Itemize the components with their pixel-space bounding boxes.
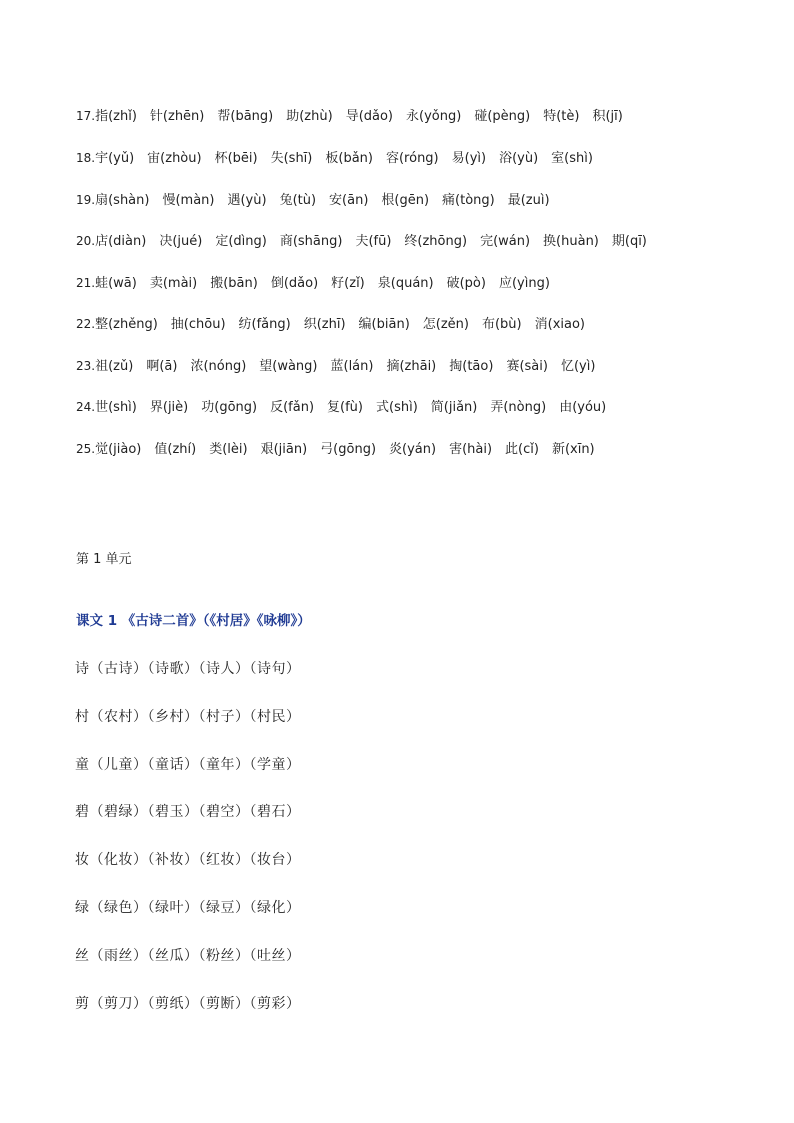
char-entry: 失(shī) xyxy=(270,151,313,166)
char-entry: 兔(tù) xyxy=(279,193,317,208)
char-entry: 导(dǎo) xyxy=(345,109,394,124)
char-entry: 籽(zǐ) xyxy=(331,276,365,291)
char-entry: 此(cǐ) xyxy=(505,442,539,457)
char-entry: 消(xiao) xyxy=(534,317,585,332)
char-entry: 永(yǒng) xyxy=(406,109,462,124)
char-entry: 室(shì) xyxy=(551,151,593,166)
char-entry: 易(yì) xyxy=(451,151,487,166)
word-group-line: 村（农村）（乡村）（村子）（村民） xyxy=(75,709,301,725)
char-entry: 浴(yù) xyxy=(499,151,539,166)
line-number: 22. xyxy=(76,317,96,331)
char-entry: 啊(ā) xyxy=(146,359,178,374)
char-entry: 忆(yì) xyxy=(560,359,596,374)
char-entry: 艰(jiān) xyxy=(260,442,308,457)
char-entry: 蛙(wā) xyxy=(95,276,137,291)
char-entry: 针(zhēn) xyxy=(149,109,205,124)
char-entry: 新(xīn) xyxy=(551,442,595,457)
char-entry: 特(tè) xyxy=(543,109,580,124)
word-group-line: 诗（古诗）（诗歌）（诗人）（诗句） xyxy=(75,661,301,677)
line-number: 23. xyxy=(76,359,96,373)
char-entry: 最(zuì) xyxy=(507,193,550,208)
pinyin-line-24 xyxy=(76,398,619,417)
char-entry: 指(zhǐ) xyxy=(95,109,137,124)
char-entry: 简(jiǎn) xyxy=(430,400,478,415)
line-number: 19. xyxy=(76,193,96,207)
char-entry: 觉(jiào) xyxy=(95,442,142,457)
char-entry: 决(jué) xyxy=(159,234,203,249)
char-entry: 帮(bāng) xyxy=(217,109,274,124)
char-entry: 宙(zhòu) xyxy=(147,151,202,166)
char-entry: 值(zhí) xyxy=(154,442,197,457)
line-number: 21. xyxy=(76,276,96,290)
char-entry: 纺(fǎng) xyxy=(238,317,291,332)
line-number: 18. xyxy=(76,151,96,165)
char-entry: 整(zhěng) xyxy=(95,317,158,332)
char-entry: 织(zhī) xyxy=(303,317,346,332)
char-entry: 助(zhù) xyxy=(286,109,333,124)
char-entry: 期(qī) xyxy=(611,234,647,249)
pinyin-line-25 xyxy=(76,440,608,459)
char-entry: 终(zhōng) xyxy=(404,234,468,249)
char-entry: 炎(yán) xyxy=(389,442,437,457)
char-entry: 望(wàng) xyxy=(259,359,318,374)
line-number: 20. xyxy=(76,234,96,248)
word-group-line: 碧（碧绿）（碧玉）（碧空）（碧石） xyxy=(75,804,301,820)
char-entry: 蓝(lán) xyxy=(330,359,374,374)
char-entry: 夫(fū) xyxy=(355,234,392,249)
char-entry: 怎(zěn) xyxy=(422,317,469,332)
char-entry: 板(bǎn) xyxy=(325,151,373,166)
char-entry: 搬(bān) xyxy=(210,276,258,291)
char-entry: 遇(yù) xyxy=(227,193,267,208)
lesson-title: 课文 1 《古诗二首》（《村居》《咏柳》） xyxy=(76,613,311,629)
char-entry: 祖(zǔ) xyxy=(95,359,134,374)
char-entry: 慢(màn) xyxy=(162,193,215,208)
word-group-line: 丝（雨丝）（丝瓜）（粉丝）（吐丝） xyxy=(75,948,301,964)
char-entry: 世(shì) xyxy=(95,400,137,415)
char-entry: 宇(yǔ) xyxy=(95,151,135,166)
char-entry: 安(ān) xyxy=(329,193,369,208)
char-entry: 痛(tòng) xyxy=(442,193,495,208)
char-entry: 应(yìng) xyxy=(498,276,550,291)
pinyin-line-17 xyxy=(76,107,636,126)
char-entry: 商(shāng) xyxy=(279,234,343,249)
word-group-line: 绿（绿色）（绿叶）（绿豆）（绿化） xyxy=(75,900,301,916)
char-entry: 泉(quán) xyxy=(377,276,434,291)
char-entry: 功(gōng) xyxy=(201,400,258,415)
char-entry: 摘(zhāi) xyxy=(386,359,437,374)
char-entry: 式(shì) xyxy=(376,400,418,415)
char-entry: 布(bù) xyxy=(481,317,522,332)
pinyin-line-18 xyxy=(76,149,606,168)
char-entry: 容(róng) xyxy=(385,151,439,166)
char-entry: 倒(dǎo) xyxy=(270,276,319,291)
char-entry: 害(hài) xyxy=(449,442,493,457)
word-group-line: 童（儿童）（童话）（童年）（学童） xyxy=(75,757,301,773)
pinyin-line-23 xyxy=(76,357,608,376)
pinyin-line-22 xyxy=(76,315,598,334)
char-entry: 扇(shàn) xyxy=(95,193,150,208)
pinyin-line-21 xyxy=(76,274,563,293)
char-entry: 类(lèi) xyxy=(209,442,248,457)
char-entry: 界(jiè) xyxy=(149,400,189,415)
char-entry: 弓(gōng) xyxy=(320,442,377,457)
char-entry: 掏(tāo) xyxy=(449,359,494,374)
char-entry: 杯(bēi) xyxy=(214,151,258,166)
line-number: 25. xyxy=(76,442,96,456)
char-entry: 定(dìng) xyxy=(215,234,267,249)
char-entry: 弄(nòng) xyxy=(490,400,547,415)
pinyin-line-19 xyxy=(76,191,563,210)
char-entry: 抽(chōu) xyxy=(170,317,226,332)
char-entry: 换(huàn) xyxy=(543,234,599,249)
line-number: 17. xyxy=(76,109,96,123)
char-entry: 店(diàn) xyxy=(95,234,147,249)
char-entry: 卖(mài) xyxy=(149,276,198,291)
char-entry: 完(wán) xyxy=(480,234,531,249)
char-entry: 破(pò) xyxy=(446,276,486,291)
char-entry: 积(jī) xyxy=(592,109,623,124)
char-entry: 由(yóu) xyxy=(559,400,607,415)
char-entry: 编(biān) xyxy=(358,317,410,332)
line-number: 24. xyxy=(76,400,96,414)
char-entry: 复(fù) xyxy=(327,400,363,415)
unit-heading: 第 1 单元 xyxy=(76,552,132,567)
word-group-line: 妆（化妆）（补妆）（红妆）（妆台） xyxy=(75,852,301,868)
char-entry: 根(gēn) xyxy=(381,193,430,208)
char-entry: 碰(pèng) xyxy=(474,109,531,124)
char-entry: 浓(nóng) xyxy=(190,359,247,374)
char-entry: 赛(sài) xyxy=(506,359,548,374)
char-entry: 反(fǎn) xyxy=(270,400,315,415)
pinyin-line-20 xyxy=(76,232,660,251)
word-group-line: 剪（剪刀）（剪纸）（剪断）（剪彩） xyxy=(75,996,301,1012)
